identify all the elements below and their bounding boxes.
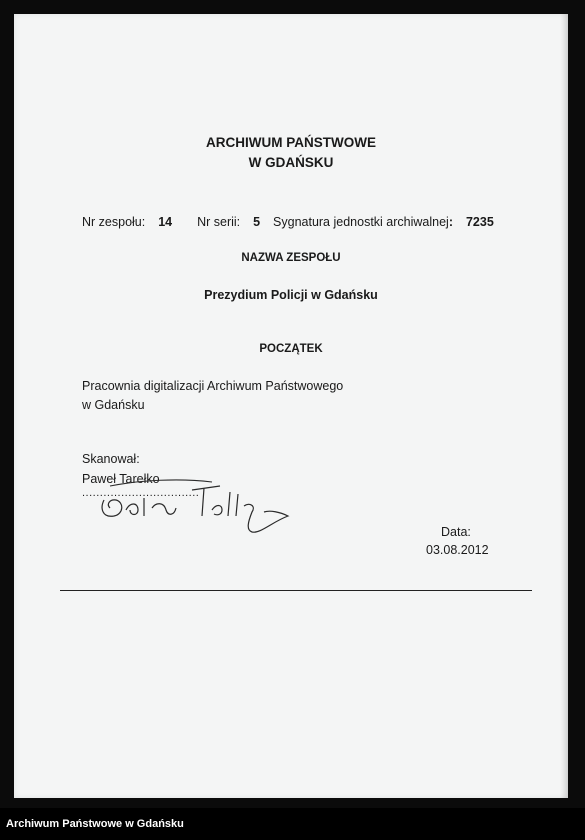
archive-title-line2: W GDAŃSKU: [248, 155, 334, 170]
signature-unit-value: 7235: [465, 215, 494, 229]
signature-dotted-line: .................................: [82, 487, 200, 499]
scanned-by-name: Paweł Tarełko: [82, 472, 160, 486]
scanned-by-label: Skanował:: [82, 452, 140, 466]
signature-unit-label: Sygnatura jednostki archiwalnej: [273, 215, 449, 229]
date-label: Data:: [441, 525, 471, 539]
metadata-row: [82, 215, 494, 229]
archive-title-line1: ARCHIWUM PAŃSTWOWE: [206, 135, 376, 150]
document-page: [14, 14, 568, 798]
fonds-name-heading: NAZWA ZESPOŁU: [241, 252, 341, 264]
series-number-label: Nr serii:: [197, 215, 241, 229]
handwritten-signature: [80, 472, 290, 536]
fonds-number-label: Nr zespołu:: [82, 215, 146, 229]
fonds-number-value: 14: [158, 215, 173, 229]
archive-title: [14, 133, 568, 173]
date-value: 03.08.2012: [426, 543, 489, 557]
footer-bar: [0, 808, 585, 840]
workshop-text: [82, 377, 372, 415]
fonds-name: Prezydium Policji w Gdańsku: [204, 288, 378, 302]
start-heading: POCZĄTEK: [259, 343, 323, 355]
horizontal-rule: [60, 590, 532, 591]
page-edge-shadow: [560, 14, 568, 798]
footer-archive-label: Archiwum Państwowe w Gdańsku: [6, 818, 184, 830]
signature-unit-colon: :: [448, 215, 453, 229]
series-number-value: 5: [253, 215, 261, 229]
workshop-line1: Pracownia digitalizacji Archiwum Państwowego: [82, 379, 344, 393]
workshop-line2: w Gdańsku: [82, 398, 145, 412]
